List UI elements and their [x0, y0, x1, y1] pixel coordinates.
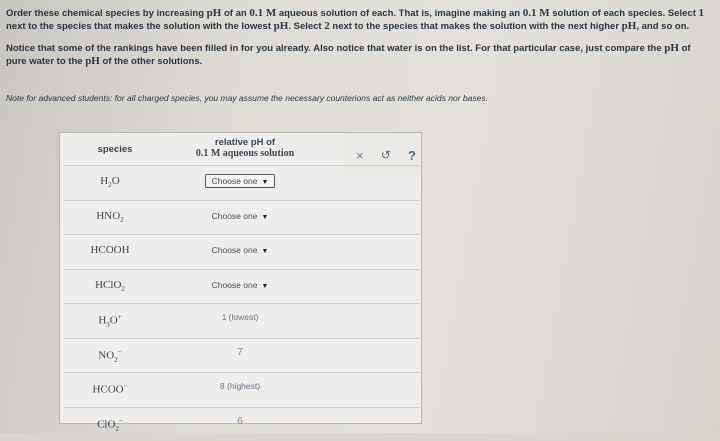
species-label: $NO_2^-$ — [98, 347, 122, 364]
species-label: HClO$_2$ — [95, 278, 125, 293]
species-label: HCOO− — [92, 382, 128, 396]
table-row — [60, 303, 421, 337]
species-label: HCOOH — [90, 244, 130, 256]
table-row — [60, 269, 421, 303]
species-label: ClO$_2$− — [97, 416, 123, 433]
help-icon[interactable]: ? — [408, 147, 416, 163]
rank-dropdown-value: Choose one — [211, 245, 258, 255]
species-label: $H_3O^+$ — [98, 313, 122, 329]
ph-column-header — [170, 137, 320, 159]
fixed-rank-value: 1 (lowest) — [221, 312, 259, 322]
ph-header-line1: relative pH of — [214, 137, 276, 148]
fixed-rank-value: 6 — [237, 415, 243, 427]
notice-paragraph: Notice that some of the rankings have been filled in for you already. Also notice that water is on the list. For that particular case, just compare the pH of pure water to the pH of the other solutions. — [6, 42, 691, 67]
table-row — [60, 407, 421, 441]
rank-dropdown[interactable] — [205, 243, 276, 257]
instructions-paragraph: Order these chemical species by increasing pH of an 0.1 M aqueous solution of each. That is, imagine making an 0.1 M solution of each species. Select 1 next to the species that makes the solution with the lowest pH. Select 2 next to the species that makes the solution with the next higher pH, and so on. — [6, 7, 705, 32]
fixed-rank-value: 8 (highest) — [219, 381, 261, 391]
ranking-panel — [59, 132, 422, 433]
chevron-down-icon: ▼ — [261, 213, 269, 221]
rank-dropdown[interactable] — [205, 278, 276, 292]
answer-toolbar — [356, 145, 416, 165]
chevron-down-icon: ▼ — [261, 248, 269, 255]
ph-rank-cell — [170, 209, 310, 223]
advanced-note: Note for advanced students: for all charged species, you may assume the necessary counterions act as neither acids nor bases. — [6, 93, 488, 103]
table-row — [60, 200, 421, 234]
clear-icon[interactable]: × — [356, 147, 364, 163]
ph-rank-cell — [170, 312, 310, 322]
table-row — [60, 234, 421, 268]
fixed-rank-value: 7 — [237, 346, 243, 358]
chevron-down-icon: ▼ — [261, 282, 269, 290]
rank-dropdown-value: Choose one — [211, 210, 258, 221]
ph-rank-cell — [170, 174, 310, 188]
table-row — [60, 165, 421, 199]
ph-rank-cell — [170, 416, 310, 427]
ph-header-line2: 0.1 M aqueous solution — [195, 148, 295, 159]
ph-rank-cell — [170, 278, 310, 292]
table-row — [60, 338, 421, 372]
undo-icon[interactable]: ↺ — [380, 148, 391, 162]
ph-rank-cell — [170, 243, 310, 257]
chevron-down-icon: ▼ — [261, 179, 269, 186]
ph-rank-cell — [170, 347, 310, 358]
species-column-header: species — [97, 144, 133, 155]
rank-dropdown[interactable] — [205, 174, 276, 188]
rank-dropdown-value: Choose one — [211, 176, 258, 186]
rank-dropdown[interactable] — [205, 209, 276, 223]
rank-dropdown-value: Choose one — [211, 279, 258, 290]
ph-rank-cell — [170, 381, 310, 391]
species-label: $HNO_2$ — [96, 209, 124, 224]
species-label: $H_2O$ — [100, 175, 120, 190]
table-row — [60, 372, 421, 406]
